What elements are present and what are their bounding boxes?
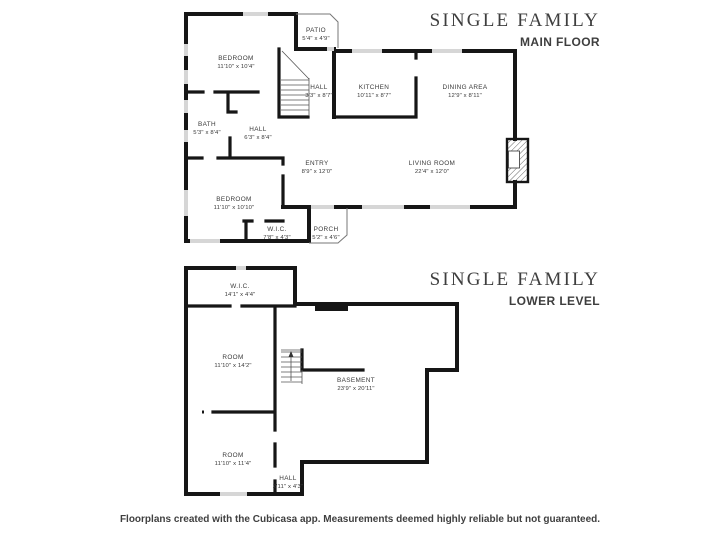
lower-level-plan-title: SINGLE FAMILY xyxy=(429,269,600,290)
room-name-label: ROOM xyxy=(222,354,244,361)
lower-level-title-block xyxy=(430,269,600,308)
room-dims-label: 22'4" x 12'0" xyxy=(414,169,450,175)
room-dims-label: 7'8" x 4'3" xyxy=(263,235,291,241)
room-name-label: BEDROOM xyxy=(218,55,254,62)
room-name-label: BATH xyxy=(198,121,216,128)
room-dims-label: 5'3" x 8'4" xyxy=(193,130,221,136)
room-dims-label: 23'9" x 20'11" xyxy=(337,386,375,392)
room-dims-label: 5'2" x 4'6" xyxy=(312,235,340,241)
fireplace xyxy=(507,139,528,182)
main-floor-plan-subtitle: MAIN FLOOR xyxy=(520,35,600,49)
room-dims-label: 2'11" x 4'3" xyxy=(272,484,304,490)
room-name-label: W.I.C. xyxy=(230,283,250,290)
room-dims-label: 8'9" x 12'0" xyxy=(301,169,333,175)
footer-disclaimer: Floorplans created with the Cubicasa app. Measurements deemed highly reliable but not guaranteed. xyxy=(119,514,601,525)
lower-room-labels xyxy=(214,283,375,490)
room-dims-label: 5'4" x 4'9" xyxy=(302,36,330,42)
room-dims-label: 11'10" x 11'4" xyxy=(214,461,252,467)
room-name-label: PORCH xyxy=(313,226,339,233)
room-name-label: KITCHEN xyxy=(358,84,390,91)
main-floor-title-block xyxy=(430,10,600,49)
room-name-label: BEDROOM xyxy=(216,196,252,203)
main-interior-walls xyxy=(186,49,416,241)
room-dims-label: 3'3" x 8'7" xyxy=(305,93,333,99)
lower-level-plan-subtitle: LOWER LEVEL xyxy=(508,294,600,308)
lower-level-plan xyxy=(186,268,457,494)
room-dims-label: 14'1" x 4'4" xyxy=(224,292,256,298)
room-name-label: BASEMENT xyxy=(337,377,375,384)
room-dims-label: 10'11" x 8'7" xyxy=(357,93,391,99)
room-name-label: ENTRY xyxy=(305,160,329,167)
room-name-label: HALL xyxy=(249,126,267,133)
main-stairs xyxy=(281,51,309,116)
room-name-label: HALL xyxy=(310,84,328,91)
room-name-label: HALL xyxy=(279,475,297,482)
room-name-label: ROOM xyxy=(222,452,244,459)
room-name-label: PATIO xyxy=(306,27,326,34)
room-dims-label: 11'10" x 10'10" xyxy=(213,205,255,211)
room-name-label: W.I.C. xyxy=(267,226,287,233)
wall-notch xyxy=(315,304,348,311)
room-dims-label: 12'9" x 8'11" xyxy=(448,93,482,99)
room-dims-label: 6'3" x 8'4" xyxy=(244,135,272,141)
room-dims-label: 11'10" x 14'2" xyxy=(214,363,252,369)
lower-stairs xyxy=(281,350,302,384)
room-name-label: LIVING ROOM xyxy=(408,160,456,167)
room-name-label: DINING AREA xyxy=(442,84,488,91)
main-floor-plan-title: SINGLE FAMILY xyxy=(429,10,600,31)
room-dims-label: 11'10" x 10'4" xyxy=(217,64,255,70)
